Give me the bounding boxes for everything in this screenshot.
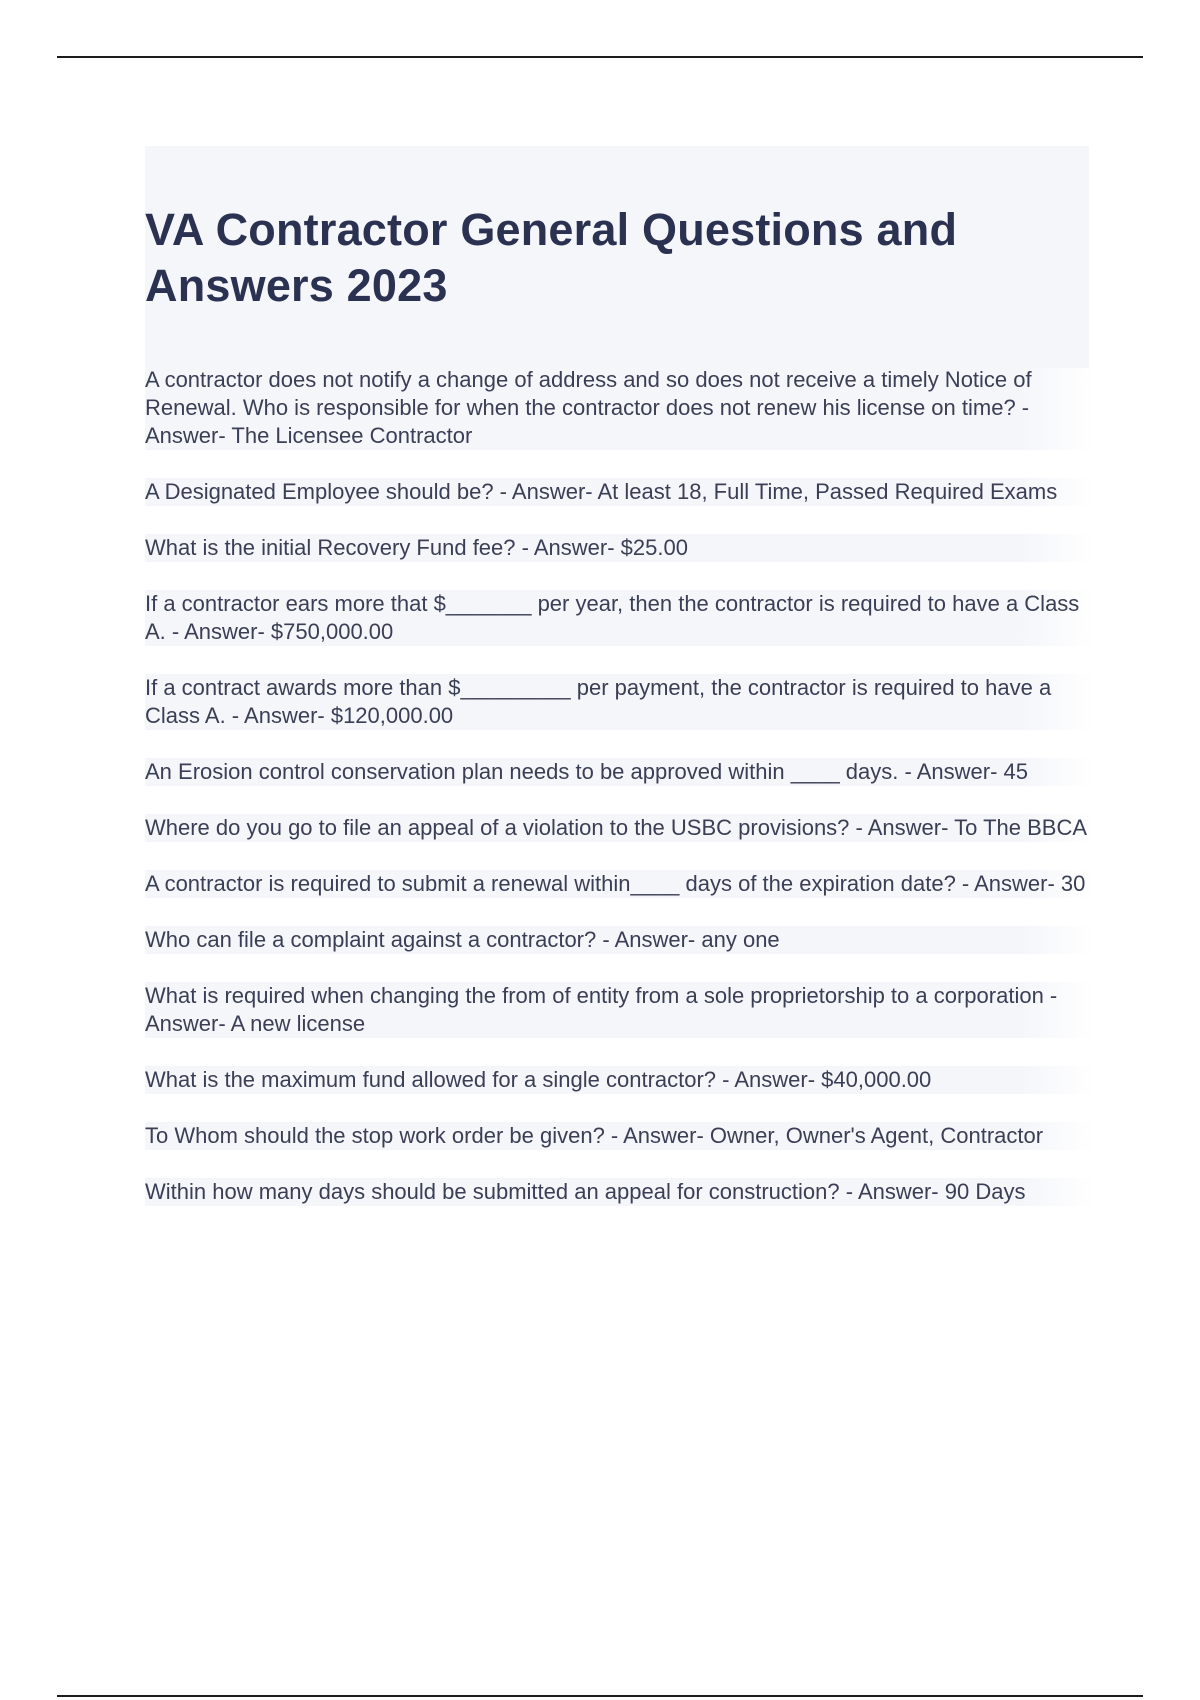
qa-item: An Erosion control conservation plan needs to be approved within ____ days. - Answer- 45 — [145, 758, 1095, 786]
qa-item: A contractor is required to submit a renewal within____ days of the expiration date? - Answer- 30 — [145, 870, 1095, 898]
qa-list — [145, 366, 1095, 1234]
qa-item: What is required when changing the from of entity from a sole proprietorship to a corporation - Answer- A new license — [145, 982, 1095, 1038]
title-block — [145, 146, 1089, 368]
qa-item: If a contract awards more than $_________ per payment, the contractor is required to have a Class A. - Answer- $120,000.00 — [145, 674, 1095, 730]
bottom-rule — [57, 1695, 1143, 1697]
qa-item: What is the initial Recovery Fund fee? - Answer- $25.00 — [145, 534, 1095, 562]
qa-item: Who can file a complaint against a contractor? - Answer- any one — [145, 926, 1095, 954]
qa-item: To Whom should the stop work order be given? - Answer- Owner, Owner's Agent, Contractor — [145, 1122, 1095, 1150]
top-rule — [57, 56, 1143, 58]
qa-item: What is the maximum fund allowed for a single contractor? - Answer- $40,000.00 — [145, 1066, 1095, 1094]
qa-item: A Designated Employee should be? - Answer- At least 18, Full Time, Passed Required Exams — [145, 478, 1095, 506]
qa-item: Where do you go to file an appeal of a violation to the USBC provisions? - Answer- To The BBCA — [145, 814, 1095, 842]
qa-item: A contractor does not notify a change of address and so does not receive a timely Notice of Renewal. Who is responsible for when the contractor does not renew his license on time? - Answer- The Licensee Contractor — [145, 366, 1095, 450]
qa-item: If a contractor ears more that $_______ per year, then the contractor is required to have a Class A. - Answer- $750,000.00 — [145, 590, 1095, 646]
document-title: VA Contractor General Questions and Answers 2023 — [145, 204, 958, 311]
qa-item: Within how many days should be submitted an appeal for construction? - Answer- 90 Days — [145, 1178, 1095, 1206]
